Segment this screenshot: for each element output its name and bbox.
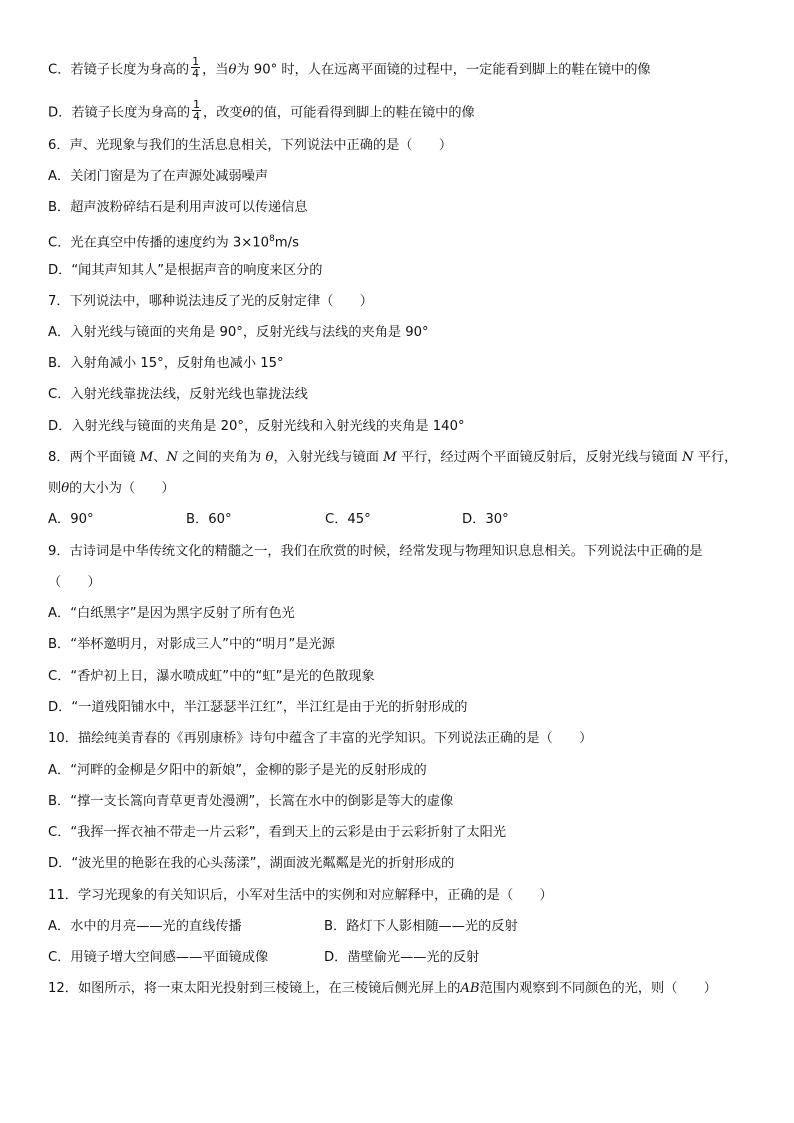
mirror-m-label: M — [139, 450, 154, 465]
fraction — [192, 99, 201, 122]
question-8-continuation — [48, 480, 758, 498]
question-text: 12．如图所示，将一束太阳光投射到三棱镜上，在三棱镜后侧光屏上的 — [48, 981, 461, 996]
question-text: 平行，经过两个平面镜反射后，反射光线与镜面 — [396, 450, 682, 465]
question-11-option-b: B．路灯下人影相随——光的反射 — [324, 919, 518, 934]
question-text: 则 — [48, 481, 62, 496]
question-10-option-b: B．“撑一支长篙向青草更青处漫溯”，长篙在水中的倒影是等大的虚像 — [48, 794, 454, 809]
question-text: 之间的夹角为 — [177, 450, 266, 465]
question-text: ，入射光线与镜面 — [273, 450, 384, 465]
option-text: D．若镜子长度为身高的 — [48, 105, 191, 121]
question-12 — [48, 980, 758, 998]
mirror-n-label: N — [166, 450, 178, 465]
question-6-option-d: D．“闻其声知其人”是根据声音的响度来区分的 — [48, 263, 323, 278]
option-c-previous-question — [48, 55, 758, 81]
theta-symbol: θ — [242, 105, 251, 121]
theta-symbol: θ — [265, 450, 274, 465]
question-7-option-b: B．入射角减小 15°，反射角也减小 15° — [48, 356, 284, 371]
theta-symbol: θ — [61, 481, 70, 496]
option-text: C．若镜子长度为身高的 — [48, 62, 190, 78]
fraction-denominator: 4 — [192, 67, 200, 80]
question-9-option-a: A．“白纸黑字”是因为黑字反射了所有色光 — [48, 606, 295, 621]
question-7-option-d: D．入射光线与镜面的夹角是 20°，反射光线和入射光线的夹角是 140° — [48, 419, 465, 434]
option-text: 为 90° 时，人在远离平面镜的过程中，一定能看到脚上的鞋在镜中的像 — [236, 62, 651, 78]
question-9-option-c: C．“香炉初上日，瀑水喷成虹”中的“虹”是光的色散现象 — [48, 669, 375, 684]
range-ab-label: AB — [460, 981, 480, 996]
question-9-continuation: （ ） — [48, 575, 101, 590]
fraction-denominator: 4 — [193, 110, 201, 123]
question-text: 的大小为（ ） — [69, 481, 175, 496]
question-text: 范围内观察到不同颜色的光，则（ ） — [479, 981, 717, 996]
question-10-option-a: A．“河畔的金柳是夕阳中的新娘”，金柳的影子是光的反射形成的 — [48, 763, 427, 778]
question-10-option-d: D．“波光里的艳影在我的心头荡漾”，湖面波光粼粼是光的折射形成的 — [48, 856, 455, 871]
mirror-m-label: M — [383, 450, 397, 465]
question-7: 7．下列说法中，哪种说法违反了光的反射定律（ ） — [48, 294, 373, 309]
question-10-option-c: C．“我挥一挥衣袖不带走一片云彩”，看到天上的云彩是由于云彩折射了太阳光 — [48, 825, 507, 840]
question-11-option-c: C．用镜子增大空间感——平面镜成像 — [48, 950, 269, 965]
option-text: ，当 — [202, 62, 229, 78]
question-6-option-c — [48, 230, 758, 252]
question-6: 6．声、光现象与我们的生活息息相关，下列说法中正确的是（ ） — [48, 138, 453, 153]
mirror-n-label: N — [681, 450, 694, 465]
question-8-option-c: C．45° — [325, 512, 371, 527]
option-text: 的值，可能看得到脚上的鞋在镜中的像 — [250, 105, 475, 121]
question-7-option-c: C．入射光线靠拢法线，反射光线也靠拢法线 — [48, 387, 308, 402]
theta-symbol: θ — [228, 62, 237, 78]
exponent: 8 — [269, 234, 275, 244]
question-10: 10．描绘纯美青春的《再别康桥》诗句中蕴含了丰富的光学知识。下列说法正确的是（ ） — [48, 731, 593, 746]
question-8-option-b: B．60° — [186, 512, 232, 527]
question-9: 9．古诗词是中华传统文化的精髓之一，我们在欣赏的时候，经常发现与物理知识息息相关。下列说法中正确的是 — [48, 544, 703, 559]
option-text: ，改变 — [203, 105, 243, 121]
question-text: 8．两个平面镜 — [48, 450, 140, 465]
option-d-previous-question — [48, 98, 758, 124]
question-11-option-a: A．水中的月亮——光的直线传播 — [48, 919, 242, 934]
question-9-option-b: B．“举杯邀明月，对影成三人”中的“明月”是光源 — [48, 637, 335, 652]
question-text: 、 — [153, 450, 167, 465]
fraction — [191, 56, 200, 79]
question-11: 11．学习光现象的有关知识后，小军对生活中的实例和对应解释中，正确的是（ ） — [48, 888, 553, 903]
question-11-option-d: D．凿壁偷光——光的反射 — [324, 950, 480, 965]
question-8-option-a: A．90° — [48, 512, 94, 527]
question-8-option-d: D．30° — [462, 512, 509, 527]
question-8 — [48, 449, 758, 467]
option-text: C．光在真空中传播的速度约为 3×10 — [48, 235, 270, 251]
question-6-option-a: A．关闭门窗是为了在声源处减弱噪声 — [48, 169, 269, 184]
question-9-option-d: D．“一道残阳铺水中，半江瑟瑟半江红”，半江红是由于光的折射形成的 — [48, 700, 468, 715]
question-text: 平行， — [693, 450, 738, 465]
fraction-numerator: 1 — [193, 98, 201, 111]
question-6-option-b: B．超声波粉碎结石是利用声波可以传递信息 — [48, 200, 308, 215]
fraction-numerator: 1 — [192, 55, 200, 68]
question-7-option-a: A．入射光线与镜面的夹角是 90°，反射光线与法线的夹角是 90° — [48, 325, 429, 340]
unit-text: m/s — [274, 235, 299, 251]
